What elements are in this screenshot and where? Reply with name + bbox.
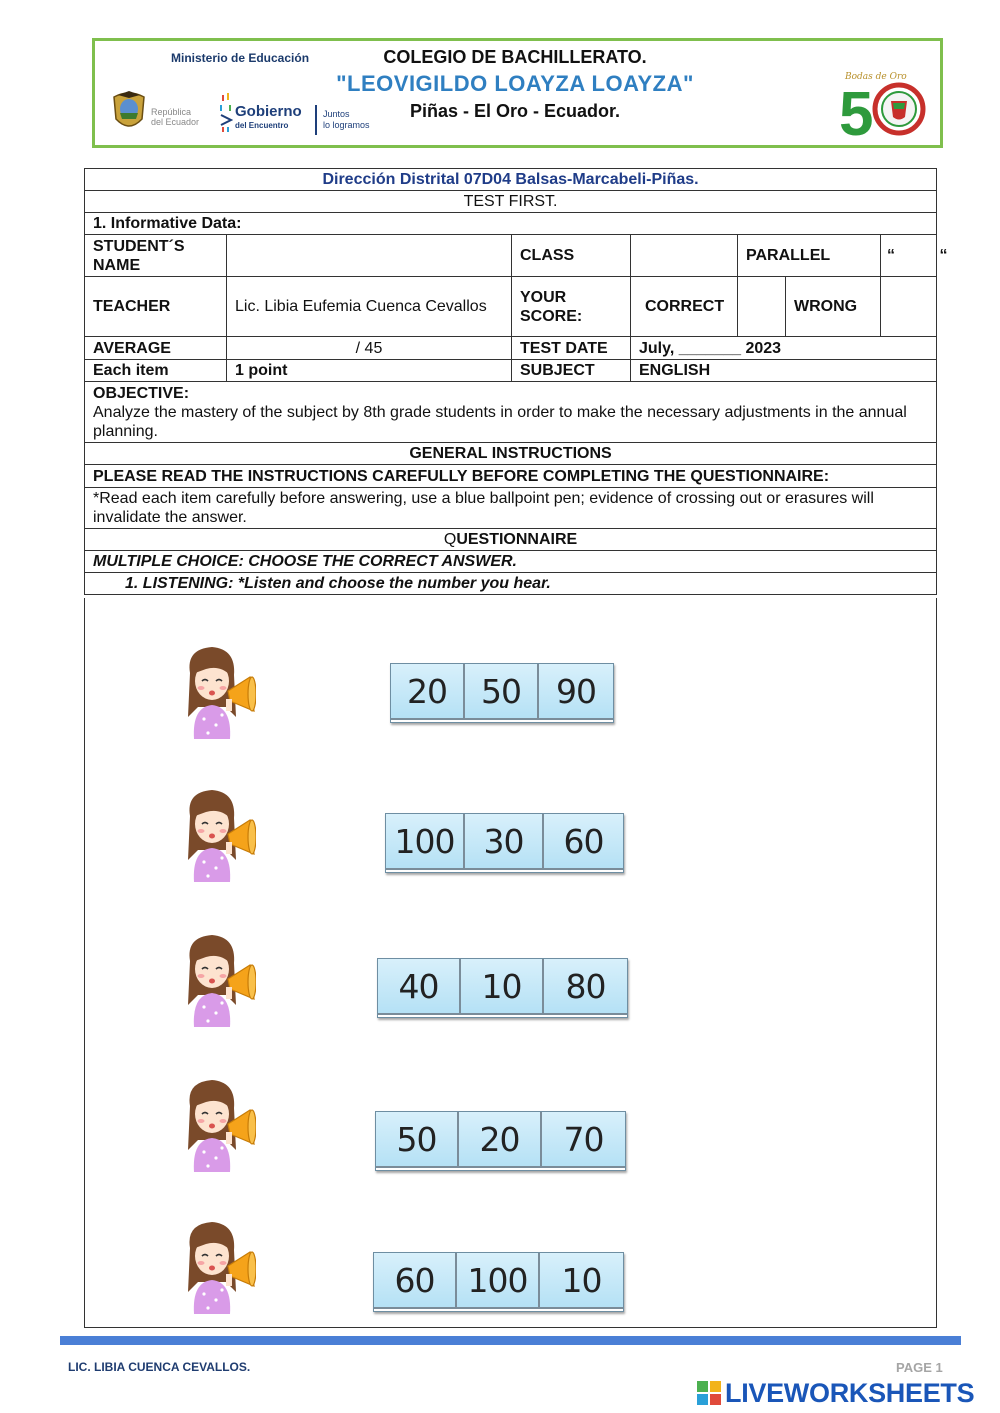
option-button[interactable]: 50: [465, 664, 539, 720]
questionnaire-rest: UESTIONNAIRE: [456, 531, 578, 548]
wrong-label: WRONG: [786, 277, 881, 337]
correct-label: CORRECT: [631, 277, 738, 337]
girl-megaphone-icon: [176, 1218, 256, 1314]
answer-options: [390, 663, 614, 723]
school-type-title: COLEGIO DE BACHILLERATO.: [383, 47, 647, 67]
score-label: YOUR SCORE:: [512, 277, 631, 337]
girl-megaphone-icon: [176, 931, 256, 1027]
gobierno-mark-icon: [219, 93, 233, 133]
ecuador-coat-of-arms-icon: [110, 89, 148, 135]
subject-label: SUBJECT: [512, 360, 631, 382]
district-heading: Dirección Distrital 07D04 Balsas-Marcabeli-Piñas.: [85, 169, 937, 191]
average-label: AVERAGE: [85, 337, 227, 360]
option-button[interactable]: 30: [465, 814, 544, 870]
option-button[interactable]: 20: [391, 664, 465, 720]
girl-megaphone-icon: [176, 786, 256, 882]
juntos-label: Juntos lo logramos: [323, 109, 370, 130]
test-date-label: TEST DATE: [512, 337, 631, 360]
subject-value: ENGLISH: [631, 360, 937, 382]
each-item-value: 1 point: [227, 360, 512, 382]
option-button[interactable]: 100: [386, 814, 465, 870]
answer-options: [373, 1252, 624, 1312]
liveworksheets-logo[interactable]: [697, 1378, 974, 1408]
option-button[interactable]: 90: [539, 664, 613, 720]
objective-label: OBJECTIVE:: [93, 384, 190, 402]
exam-info-table: [84, 168, 948, 595]
option-button[interactable]: 40: [378, 959, 461, 1015]
answer-options: [385, 813, 624, 873]
option-button[interactable]: 20: [459, 1112, 542, 1168]
answer-options: [375, 1111, 626, 1171]
student-name-label: STUDENT´S NAME: [85, 235, 227, 277]
objective-cell: [85, 382, 937, 443]
ministerio-label: Ministerio de Educación: [171, 51, 310, 65]
gobierno-label: Gobierno: [235, 103, 302, 120]
questionnaire-first-letter: Q: [443, 531, 457, 548]
multiple-choice-heading: MULTIPLE CHOICE: CHOOSE THE CORRECT ANSWER.: [85, 551, 937, 573]
listening-questions: [84, 598, 937, 1328]
teacher-value: Lic. Libia Eufemia Cuenca Cevallos: [227, 277, 512, 337]
svg-text:Bodas de Oro: Bodas de Oro: [845, 72, 907, 82]
republica-label: República del Ecuador: [151, 107, 200, 127]
girl-megaphone-icon: [176, 1076, 256, 1172]
student-name-field[interactable]: [227, 235, 512, 277]
option-button[interactable]: 10: [461, 959, 544, 1015]
option-button[interactable]: 70: [542, 1112, 625, 1168]
each-item-label: Each item: [85, 360, 227, 382]
answer-options: [377, 958, 628, 1018]
girl-megaphone-icon: [176, 643, 256, 739]
class-label: CLASS: [512, 235, 631, 277]
option-button[interactable]: 10: [540, 1253, 623, 1309]
option-button[interactable]: 60: [544, 814, 623, 870]
please-read-heading: PLEASE READ THE INSTRUCTIONS CAREFULLY BEFORE COMPLETING THE QUESTIONNAIRE:: [85, 465, 937, 488]
page-number: PAGE 1: [896, 1360, 943, 1375]
test-date-field[interactable]: July, _______ 2023: [631, 337, 937, 360]
wrong-field[interactable]: [881, 277, 937, 337]
school-name-title: "LEOVIGILDO LOAYZA LOAYZA": [336, 71, 694, 96]
objective-text: Analyze the mastery of the subject by 8th grade students in order to make the necessary adjustments in the annual planning.: [93, 403, 907, 440]
instruction-text: *Read each item carefully before answering, use a blue ballpoint pen; evidence of crossing out or erasures will invalidate the answer.: [85, 488, 937, 529]
option-button[interactable]: 60: [374, 1253, 457, 1309]
class-field[interactable]: [631, 235, 738, 277]
listening-heading: 1. LISTENING: *Listen and choose the number you hear.: [85, 573, 937, 595]
fifty-years-logo-icon: [839, 69, 931, 141]
test-title: TEST FIRST.: [85, 191, 937, 213]
correct-field[interactable]: [738, 277, 786, 337]
option-button[interactable]: 50: [376, 1112, 459, 1168]
teacher-label: TEACHER: [85, 277, 227, 337]
svg-text:5: 5: [839, 80, 874, 141]
average-field[interactable]: / 45: [227, 337, 512, 360]
parallel-label: PARALLEL: [738, 235, 881, 277]
informative-data-heading: 1. Informative Data:: [85, 213, 937, 235]
footer-author: LIC. LIBIA CUENCA CEVALLOS.: [68, 1360, 251, 1374]
questionnaire-heading: [85, 529, 937, 551]
encuentro-label: del Encuentro: [235, 121, 289, 130]
option-button[interactable]: 100: [457, 1253, 540, 1309]
school-header: [92, 38, 943, 148]
liveworksheets-badge-icon: [697, 1381, 721, 1405]
liveworksheets-brand: LIVEWORKSHEETS: [725, 1378, 975, 1408]
general-instructions-heading: GENERAL INSTRUCTIONS: [85, 443, 937, 465]
logo-divider: [315, 105, 317, 135]
school-location: Piñas - El Oro - Ecuador.: [409, 101, 621, 121]
footer-bar: [60, 1336, 961, 1345]
option-button[interactable]: 80: [544, 959, 627, 1015]
parallel-field[interactable]: “ “: [881, 235, 937, 277]
